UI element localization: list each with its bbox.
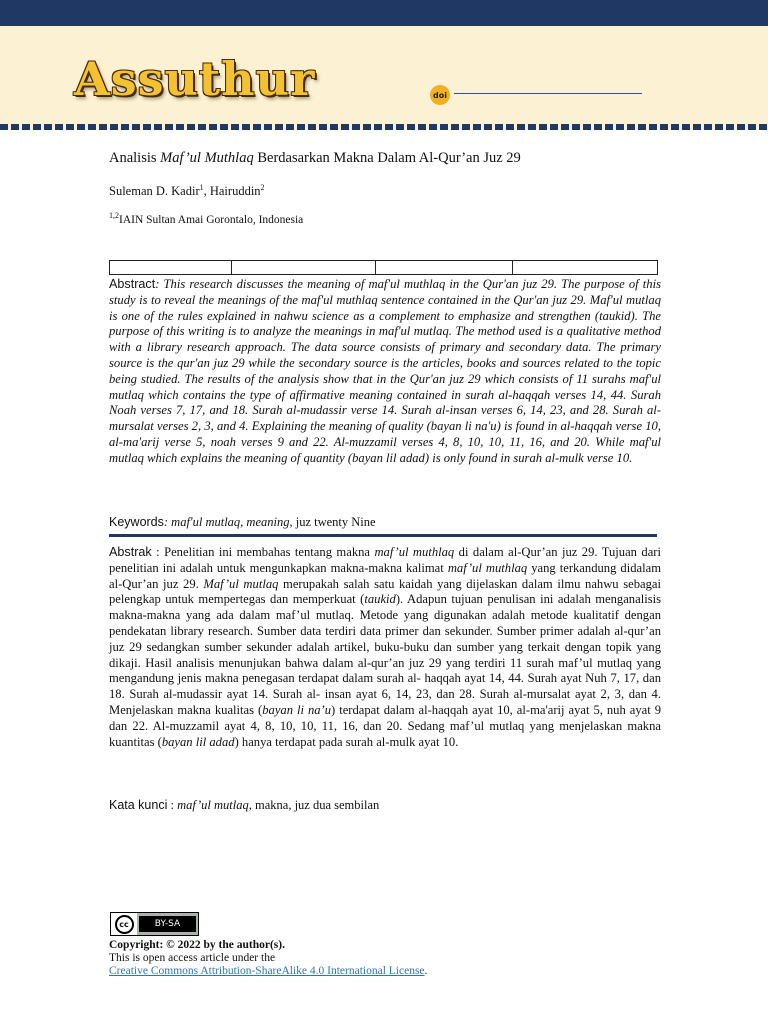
abstrak-label: Abstrak	[109, 545, 152, 559]
open-access-line: This is open access article under the	[109, 952, 276, 964]
article-history-table	[109, 260, 658, 275]
license-link[interactable]: Creative Commons Attribution-ShareAlike 4.0 International License	[109, 965, 425, 977]
history-cell	[376, 261, 513, 275]
keywords-indonesian: Kata kunci : maf’ul mutlaq, makna, juz dua sembilan	[109, 798, 380, 812]
journal-logo[interactable]: Assuthur	[74, 52, 316, 106]
cc-icon: cc	[111, 913, 137, 935]
history-cell	[513, 261, 658, 275]
cc-by-sa-label: BY-SA	[139, 916, 196, 932]
section-divider	[109, 534, 657, 537]
doi-link-line[interactable]	[454, 93, 642, 94]
history-cell	[232, 261, 376, 275]
top-bar	[0, 0, 768, 26]
copyright-line: Copyright: © 2022 by the author(s).	[109, 939, 285, 951]
copyright-notice: Copyright: © 2022 by the author(s). This is open access article under the Creative Commons Attribution-ShareAlike 4.0 International License.	[109, 939, 428, 977]
affiliation: $^{1,2}$IAIN Sultan Amai Gorontalo, Indonesia	[109, 211, 304, 226]
doi-icon[interactable]: doi	[430, 85, 450, 105]
article-title: Analisis Maf’ul Muthlaq Berdasarkan Makna Dalam Al-Qur’an Juz 29	[109, 150, 521, 166]
keywords-english: Keywords: maf'ul mutlaq, meaning, juz twenty Nine	[109, 515, 376, 529]
abstract-label: Abstract	[109, 277, 156, 291]
history-cell	[110, 261, 232, 275]
abstract-english	[109, 277, 661, 467]
abstract-indonesian: Abstrak : Penelitian ini membahas tentang makna maf’ul muthlaq di dalam al-Qur’an juz 29. Tujuan dari penelitian ini adalah untuk mengunkapkan makna-makna kalimat maf’ul muthlaq yang terkandung didalam al-Qur’an juz 29. Maf’ul mutlaq merupakah salah satu kaidah yang dijelaskan dalam ilmu nahwu sebagai pelengkap untuk mempertegas dan memperkuat (taukid). Adapun tujuan penulisan ini adalah menganalisis makna-makna yang ada dalam maf’ul mutlaq. Metode yang digunakan adalah metode kualitatif dengan pendekatan library research. Sumber data terdiri data primer dan sekunder. Sumber primer adalah al-qur’an juz 29 sedangkan sumber sekunder adalah artikel, buku-buku dan sumber yang terkait dengan topik yang dikaji. Hasil analisis menunjukan bahwa dalam al-qur’an juz 29 yang terdiri 11 surah maf’ul mutlaq yang mengandung jenis makna penegasan terdapat dalam surah al- haqqah ayat 14, 44. Surah ayat Nuh 7, 17, dan 18. Surah al-mudassir ayat 14. Surah al- insan ayat 6, 14, 23, dan 28. Surah al-mursalat ayat 2, 3, dan 4. Menjelaskan makna kualitas (bayan li na’u) terdapat dalam al-haqqah ayat 10, al-ma'arij ayat 5, nuh ayat 9 dan 22. Al-muzzamil ayat 4, 8, 10, 10, 11, 16, dan 20. Sedang maf’ul mutlaq yang menjelaskan makna kuantitas (bayan lil adad) hanya terdapat pada surah al-mulk ayat 10.	[109, 545, 661, 749]
abstract-text: : This research discusses the meaning of maf'ul muthlaq in the Qur'an juz 29. The purpose of this study is to reveal the meanings of the maf'ul muthlaq sentence contained in the Qur'an juz 29. Maf'ul mutlaq is one of the rules explained in nahwu science as a complement to emphasize and strengthen (taukid). The purpose of this writing is to analyze the meanings in maf'ul mutlaq. The method used is a qualitative method with a library research approach. The data source consists of primary and secondary data. The primary source is the qur'an juz 29 while the secondary source is the articles, books and sources related to the topic being studied. The results of the analysis show that in the Qur'an juz 29 which consists of 11 surahs maf'ul mutlaq which contains the type of affirmative meaning contained in surah al-haqqah verses 14, 44. Surah Noah verses 7, 17, and 18. Surah al-mudassir verse 14. Surah al-insan verses 6, 14, 23, and 28. Surah al-mursalat verses 2, 3, and 4. Explaining the meaning of quality (bayan li na'u) is found in al-haqqah verse 10, al-ma'arij verse 5, noah verses 9 and 22. Al-muzzamil verses 4, 8, 10, 10, 11, 16, and 20. While maf'ul mutlaq which explains the meaning of quantity (bayan lil adad) is only found in surah al-mulk verse 10.	[109, 277, 661, 465]
author-list: Suleman D. Kadir$^1$, Hairuddin$^2$	[109, 182, 265, 198]
cc-license-badge[interactable]	[110, 912, 199, 936]
journal-header	[0, 26, 768, 126]
header-divider	[0, 124, 768, 130]
